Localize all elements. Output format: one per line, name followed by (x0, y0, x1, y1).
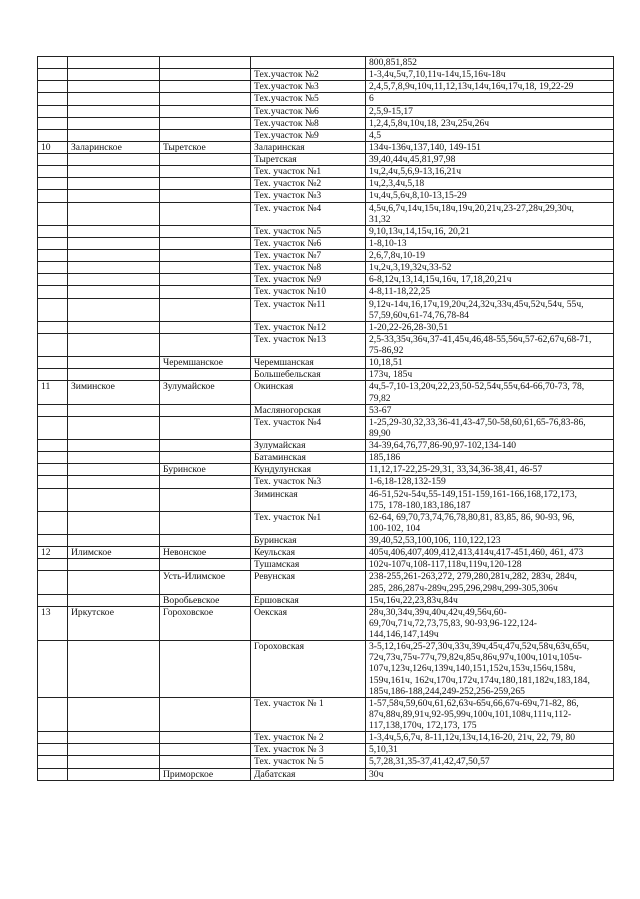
subdistrict-cell (160, 225, 251, 237)
district-cell (68, 105, 160, 117)
row-number-cell (38, 535, 68, 547)
forest-area-cell: Батаминская (251, 452, 366, 464)
table-row (38, 202, 614, 225)
forest-area-cell: Окинская (251, 381, 366, 404)
quarters-cell: 6 (366, 93, 614, 105)
district-cell (68, 298, 160, 321)
row-number-cell (38, 262, 68, 274)
row-number-cell (38, 697, 68, 731)
district-cell (68, 321, 160, 333)
subdistrict-cell (160, 57, 251, 69)
quarters-cell: 1-57,58ч,59,60ч,61,62,63ч-65ч,66,67ч-69ч,71-82, 86, 87ч,88ч,89,91ч,92-95,99ч,100ч,101,108ч,111ч,112- 117,138,170ч, 172,173, 175 (366, 697, 614, 731)
subdistrict-cell (160, 154, 251, 166)
table-row (38, 190, 614, 202)
district-cell (68, 93, 160, 105)
quarters-cell: 11,12,17-22,25-29,31, 33,34,36-38,41, 46-57 (366, 464, 614, 476)
row-number-cell (38, 225, 68, 237)
district-cell (68, 535, 160, 547)
forest-area-cell: Тех.участок №3 (251, 81, 366, 93)
row-number-cell (38, 237, 68, 249)
row-number-cell (38, 166, 68, 178)
table-row (38, 154, 614, 166)
quarters-cell: 9,12ч-14ч,16,17ч,19,20ч,24,32ч,33ч,45ч,52ч,54ч, 55ч, 57,59,60ч,61-74,76,78-84 (366, 298, 614, 321)
forest-area-cell: Ревунская (251, 571, 366, 594)
row-number-cell (38, 641, 68, 698)
forest-area-cell: Буринская (251, 535, 366, 547)
forest-area-cell: Тех. участок №1 (251, 511, 366, 534)
table-row (38, 69, 614, 81)
subdistrict-cell (160, 250, 251, 262)
subdistrict-cell (160, 237, 251, 249)
subdistrict-cell (160, 416, 251, 439)
table-row (38, 594, 614, 606)
district-cell (68, 202, 160, 225)
subdistrict-cell: Тыретское (160, 141, 251, 153)
quarters-cell: 238-255,261-263,272, 279,280,281ч,282, 283ч, 284ч, 285, 286,287ч-289ч,295,296,298ч,299-305,306ч (366, 571, 614, 594)
forest-area-cell: Тех.участок №8 (251, 117, 366, 129)
table-row (38, 606, 614, 640)
quarters-cell: 800,851,852 (366, 57, 614, 69)
row-number-cell (38, 476, 68, 488)
subdistrict-cell (160, 697, 251, 731)
district-cell (68, 369, 160, 381)
quarters-cell: 6-8,12ч,13,14,15ч,16ч, 17,18,20,21ч (366, 274, 614, 286)
district-cell (68, 333, 160, 356)
district-cell (68, 641, 160, 698)
subdistrict-cell (160, 117, 251, 129)
subdistrict-cell (160, 535, 251, 547)
subdistrict-cell (160, 321, 251, 333)
quarters-cell: 1ч,2ч,3,19,32ч,33-52 (366, 262, 614, 274)
forest-area-cell: Дабатская (251, 768, 366, 780)
forest-area-cell: Тушамская (251, 559, 366, 571)
district-cell (68, 154, 160, 166)
table-row (38, 250, 614, 262)
district-cell (68, 262, 160, 274)
district-cell (68, 129, 160, 141)
forest-allocation-table-page (37, 56, 614, 781)
subdistrict-cell (160, 105, 251, 117)
row-number-cell (38, 190, 68, 202)
quarters-cell: 39,40,52,53,100,106, 110,122,123 (366, 535, 614, 547)
district-cell (68, 57, 160, 69)
subdistrict-cell (160, 732, 251, 744)
subdistrict-cell: Воробьевское (160, 594, 251, 606)
quarters-cell: 1,2,4,5,8ч,10ч,18, 23ч,25ч,26ч (366, 117, 614, 129)
table-row (38, 476, 614, 488)
subdistrict-cell: Невонское (160, 547, 251, 559)
forest-area-cell: Тех. участок №8 (251, 262, 366, 274)
district-cell: Иркутское (68, 606, 160, 640)
subdistrict-cell (160, 286, 251, 298)
quarters-cell: 62-64, 69,70,73,74,76,78,80,81, 83,85, 86, 90-93, 96, 100-102, 104 (366, 511, 614, 534)
district-cell (68, 404, 160, 416)
row-number-cell (38, 732, 68, 744)
district-cell (68, 697, 160, 731)
row-number-cell (38, 571, 68, 594)
row-number-cell (38, 129, 68, 141)
subdistrict-cell (160, 476, 251, 488)
row-number-cell (38, 756, 68, 768)
forest-area-cell: Тех. участок №12 (251, 321, 366, 333)
table-row (38, 357, 614, 369)
table-row (38, 452, 614, 464)
subdistrict-cell (160, 129, 251, 141)
forest-area-cell: Тех. участок № 5 (251, 756, 366, 768)
row-number-cell (38, 464, 68, 476)
forest-area-cell: Тех.участок №5 (251, 93, 366, 105)
table-row (38, 641, 614, 698)
quarters-cell: 4,5 (366, 129, 614, 141)
subdistrict-cell (160, 190, 251, 202)
quarters-cell: 2,5-33,35ч,36ч,37-41,45ч,46,48-55,56ч,57-62,67ч,68-71, 75-86,92 (366, 333, 614, 356)
forest-area-cell: Тыретская (251, 154, 366, 166)
row-number-cell (38, 768, 68, 780)
quarters-cell: 4-8,11-18,22,25 (366, 286, 614, 298)
row-number-cell (38, 452, 68, 464)
subdistrict-cell (160, 178, 251, 190)
quarters-cell: 30ч (366, 768, 614, 780)
table-row (38, 274, 614, 286)
quarters-cell: 46-51,52ч-54ч,55-149,151-159,161-166,168,172,173, 175, 178-180,183,186,187 (366, 488, 614, 511)
quarters-cell: 9,10,13ч,14,15ч,16, 20,21 (366, 225, 614, 237)
table-row (38, 571, 614, 594)
row-number-cell (38, 357, 68, 369)
table-row (38, 237, 614, 249)
subdistrict-cell (160, 511, 251, 534)
row-number-cell (38, 178, 68, 190)
district-cell: Зиминское (68, 381, 160, 404)
quarters-cell: 405ч,406,407,409,412,413,414ч,417-451,460, 461, 473 (366, 547, 614, 559)
quarters-cell: 2,4,5,7,8,9ч,10ч,11,12,13ч,14ч,16ч,17ч,18, 19,22-29 (366, 81, 614, 93)
forest-area-cell: Тех. участок №9 (251, 274, 366, 286)
subdistrict-cell: Черемшанское (160, 357, 251, 369)
table-row (38, 440, 614, 452)
quarters-cell: 134ч-136ч,137,140, 149-151 (366, 141, 614, 153)
table-row (38, 547, 614, 559)
row-number-cell (38, 117, 68, 129)
quarters-cell: 1-25,29-30,32,33,36-41,43-47,50-58,60,61,65-76,83-86, 89,90 (366, 416, 614, 439)
quarters-cell: 185,186 (366, 452, 614, 464)
forest-area-cell: Кундулунская (251, 464, 366, 476)
table-row (38, 404, 614, 416)
forest-area-cell: Тех. участок №4 (251, 202, 366, 225)
table-row (38, 178, 614, 190)
table-row (38, 464, 614, 476)
row-number-cell: 12 (38, 547, 68, 559)
forest-area-cell: Зулумайская (251, 440, 366, 452)
subdistrict-cell (160, 404, 251, 416)
subdistrict-cell (160, 262, 251, 274)
row-number-cell (38, 369, 68, 381)
row-number-cell (38, 744, 68, 756)
table-row (38, 262, 614, 274)
forest-area-cell: Тех. участок № 1 (251, 697, 366, 731)
quarters-cell: 34-39,64,76,77,86-90,97-102,134-140 (366, 440, 614, 452)
subdistrict-cell (160, 69, 251, 81)
quarters-cell: 102ч-107ч,108-117,118ч,119ч,120-128 (366, 559, 614, 571)
district-cell (68, 286, 160, 298)
quarters-cell: 15ч,16ч,22,23,83ч,84ч (366, 594, 614, 606)
district-cell (68, 464, 160, 476)
subdistrict-cell (160, 440, 251, 452)
row-number-cell: 13 (38, 606, 68, 640)
forest-area-cell: Тех. участок №13 (251, 333, 366, 356)
district-cell (68, 511, 160, 534)
row-number-cell (38, 69, 68, 81)
forest-area-cell: Гороховская (251, 641, 366, 698)
district-cell (68, 81, 160, 93)
quarters-cell: 1-20,22-26,28-30,51 (366, 321, 614, 333)
district-cell (68, 166, 160, 178)
subdistrict-cell (160, 298, 251, 321)
district-cell (68, 440, 160, 452)
row-number-cell (38, 321, 68, 333)
table-row (38, 488, 614, 511)
subdistrict-cell: Гороховское (160, 606, 251, 640)
quarters-cell: 1-3,4ч,5,6,7ч, 8-11,12ч,13ч,14,16-20, 21ч, 22, 79, 80 (366, 732, 614, 744)
quarters-cell: 1-8,10-13 (366, 237, 614, 249)
forest-area-cell: Черемшанская (251, 357, 366, 369)
forest-area-cell: Ершовская (251, 594, 366, 606)
district-cell (68, 178, 160, 190)
district-cell (68, 452, 160, 464)
table-row (38, 511, 614, 534)
table-row (38, 744, 614, 756)
row-number-cell: 11 (38, 381, 68, 404)
table-row (38, 756, 614, 768)
quarters-cell: 4ч,5-7,10-13,20ч,22,23,50-52,54ч,55ч,64-66,70-73, 78, 79,82 (366, 381, 614, 404)
table-row (38, 81, 614, 93)
table-row (38, 697, 614, 731)
forest-area-cell: Тех. участок №1 (251, 166, 366, 178)
quarters-cell: 173ч, 185ч (366, 369, 614, 381)
district-cell (68, 225, 160, 237)
quarters-cell: 1-6,18-128,132-159 (366, 476, 614, 488)
row-number-cell (38, 559, 68, 571)
table-row (38, 369, 614, 381)
forest-allocation-table (37, 56, 614, 781)
district-cell (68, 117, 160, 129)
district-cell (68, 476, 160, 488)
subdistrict-cell (160, 488, 251, 511)
forest-area-cell: Тех. участок №10 (251, 286, 366, 298)
table-row (38, 57, 614, 69)
forest-area-cell: Тех. участок №11 (251, 298, 366, 321)
quarters-cell: 10,18,51 (366, 357, 614, 369)
row-number-cell (38, 81, 68, 93)
quarters-cell: 28ч,30,34ч,39ч,40ч,42ч,49,56ч,60- 69,70ч,71ч,72,73,75,83, 90-93,96-122,124- 144,146,147,149ч (366, 606, 614, 640)
subdistrict-cell (160, 93, 251, 105)
table-row (38, 286, 614, 298)
forest-area-cell: Оекская (251, 606, 366, 640)
subdistrict-cell (160, 756, 251, 768)
forest-area-cell: Тех. участок № 3 (251, 744, 366, 756)
row-number-cell (38, 57, 68, 69)
quarters-cell: 53-67 (366, 404, 614, 416)
forest-area-cell: Тех. участок №3 (251, 476, 366, 488)
subdistrict-cell (160, 333, 251, 356)
subdistrict-cell (160, 202, 251, 225)
quarters-cell: 1ч,2,3,4ч,5,18 (366, 178, 614, 190)
table-row (38, 768, 614, 780)
forest-area-cell: Тех. участок №6 (251, 237, 366, 249)
forest-area-cell: Масляногорская (251, 404, 366, 416)
quarters-cell: 1-3,4ч,5ч,7,10,11ч-14ч,15,16ч-18ч (366, 69, 614, 81)
subdistrict-cell (160, 369, 251, 381)
table-row (38, 225, 614, 237)
row-number-cell (38, 511, 68, 534)
district-cell (68, 416, 160, 439)
forest-area-cell: Тех. участок №3 (251, 190, 366, 202)
quarters-cell: 1ч,4ч,5,6ч,8,10-13,15-29 (366, 190, 614, 202)
row-number-cell (38, 202, 68, 225)
table-row (38, 141, 614, 153)
table-row (38, 93, 614, 105)
forest-area-cell: Тех. участок №7 (251, 250, 366, 262)
quarters-cell: 2,6,7,8ч,10-19 (366, 250, 614, 262)
row-number-cell (38, 440, 68, 452)
forest-area-cell: Заларинская (251, 141, 366, 153)
table-row (38, 117, 614, 129)
table-row (38, 381, 614, 404)
table-row (38, 732, 614, 744)
district-cell (68, 250, 160, 262)
row-number-cell (38, 594, 68, 606)
district-cell (68, 274, 160, 286)
district-cell (68, 237, 160, 249)
quarters-cell: 3-5,12,16ч,25-27,30ч,33ч,39ч,45ч,47ч,52ч,58ч,63ч,65ч, 72ч,73ч,75ч-77ч,79,82ч,85ч,86ч,97ч,100ч,101ч,105ч- 107ч,123ч,126ч,139ч,140,151,152ч,153ч,156ч,158ч, 159ч,161ч, 162ч,170ч,172ч,174ч,180,181,182ч,183,184, 185ч,186-188,244,249-252,256-259,265 (366, 641, 614, 698)
table-body (38, 57, 614, 781)
district-cell (68, 732, 160, 744)
subdistrict-cell (160, 559, 251, 571)
table-row (38, 105, 614, 117)
row-number-cell (38, 93, 68, 105)
row-number-cell (38, 488, 68, 511)
forest-area-cell: Тех.участок №2 (251, 69, 366, 81)
table-row (38, 333, 614, 356)
district-cell (68, 571, 160, 594)
table-row (38, 298, 614, 321)
subdistrict-cell (160, 744, 251, 756)
forest-area-cell: Тех. участок №2 (251, 178, 366, 190)
district-cell (68, 768, 160, 780)
row-number-cell (38, 416, 68, 439)
quarters-cell: 2,5,9-15,17 (366, 105, 614, 117)
quarters-cell: 1ч,2,4ч,5,6,9-13,16,21ч (366, 166, 614, 178)
table-row (38, 129, 614, 141)
quarters-cell: 4,5ч,6,7ч,14ч,15ч,18ч,19ч,20,21ч,23-27,28ч,29,30ч, 31,32 (366, 202, 614, 225)
table-row (38, 559, 614, 571)
forest-area-cell: Тех.участок №9 (251, 129, 366, 141)
district-cell (68, 559, 160, 571)
table-row (38, 535, 614, 547)
district-cell (68, 488, 160, 511)
subdistrict-cell (160, 641, 251, 698)
row-number-cell (38, 404, 68, 416)
district-cell (68, 357, 160, 369)
row-number-cell (38, 286, 68, 298)
subdistrict-cell (160, 274, 251, 286)
subdistrict-cell: Усть-Илимское (160, 571, 251, 594)
forest-area-cell: Зиминская (251, 488, 366, 511)
subdistrict-cell: Буринское (160, 464, 251, 476)
district-cell (68, 756, 160, 768)
row-number-cell: 10 (38, 141, 68, 153)
forest-area-cell: Тех.участок №6 (251, 105, 366, 117)
quarters-cell: 39,40,44ч,45,81,97,98 (366, 154, 614, 166)
district-cell (68, 190, 160, 202)
subdistrict-cell: Зулумайское (160, 381, 251, 404)
quarters-cell: 5,10,31 (366, 744, 614, 756)
table-row (38, 321, 614, 333)
forest-area-cell: Тех. участок №5 (251, 225, 366, 237)
table-row (38, 166, 614, 178)
district-cell (68, 594, 160, 606)
row-number-cell (38, 333, 68, 356)
forest-area-cell: Кеульская (251, 547, 366, 559)
row-number-cell (38, 298, 68, 321)
table-row (38, 416, 614, 439)
quarters-cell: 5,7,28,31,35-37,41,42,47,50,57 (366, 756, 614, 768)
forest-area-cell: Тех. участок № 2 (251, 732, 366, 744)
forest-area-cell (251, 57, 366, 69)
subdistrict-cell (160, 166, 251, 178)
row-number-cell (38, 274, 68, 286)
row-number-cell (38, 154, 68, 166)
row-number-cell (38, 105, 68, 117)
forest-area-cell: Большебельская (251, 369, 366, 381)
subdistrict-cell (160, 81, 251, 93)
row-number-cell (38, 250, 68, 262)
district-cell (68, 744, 160, 756)
district-cell: Заларинское (68, 141, 160, 153)
district-cell: Илимское (68, 547, 160, 559)
district-cell (68, 69, 160, 81)
subdistrict-cell: Приморское (160, 768, 251, 780)
forest-area-cell: Тех. участок №4 (251, 416, 366, 439)
subdistrict-cell (160, 452, 251, 464)
